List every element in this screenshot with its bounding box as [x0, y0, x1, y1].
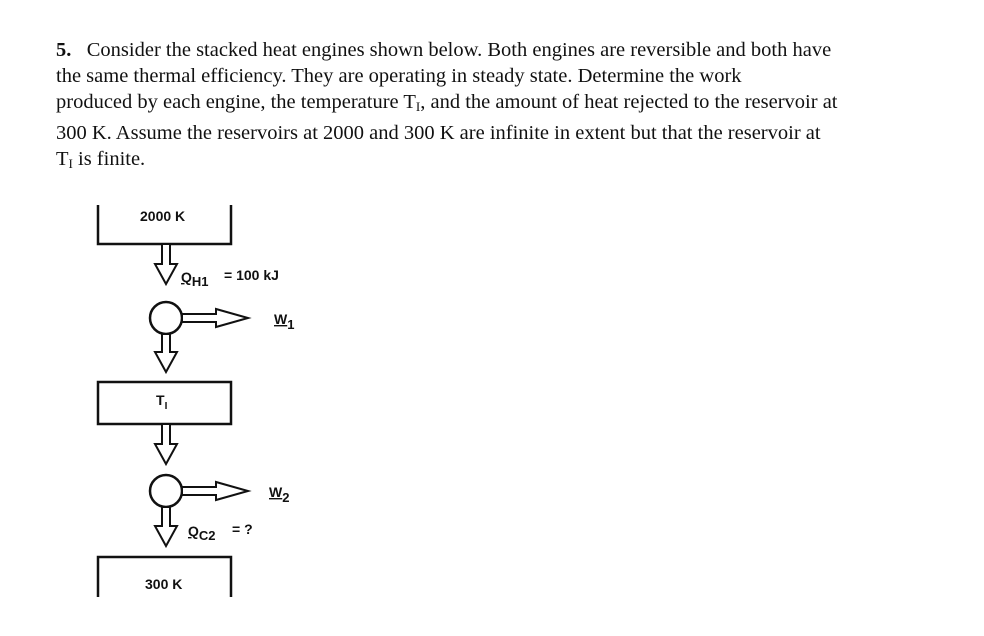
- problem-line-1: 5. Consider the stacked heat engines shown below. Both engines are reversible and both have: [56, 39, 832, 61]
- w1-label: W1: [274, 311, 295, 332]
- problem-line-4: 300 K. Assume the reservoirs at 2000 and 300 K are infinite in extent but that the reservoir at: [56, 122, 821, 144]
- qc2-arrow: [155, 507, 177, 546]
- engine-1: [150, 302, 182, 334]
- w2-arrow: [182, 482, 248, 500]
- w1-arrow: [182, 309, 248, 327]
- qc2-label: QC2: [188, 523, 216, 543]
- qc2-value: = ?: [232, 521, 253, 537]
- qh1-arrow: [155, 244, 177, 284]
- qh1-value: = 100 kJ: [224, 267, 279, 283]
- w2-label: W2: [269, 484, 290, 505]
- qc1-arrow: [155, 334, 177, 372]
- cold-reservoir-label: 300 K: [145, 576, 183, 592]
- engine-2: [150, 475, 182, 507]
- hot-reservoir-label: 2000 K: [140, 208, 186, 224]
- problem-line-3: produced by each engine, the temperature $T_I$, and the amount of heat rejected to the reservoir at: [56, 91, 838, 114]
- problem-line-2: the same thermal efficiency. They are operating in steady state. Determine the work: [56, 65, 742, 87]
- qh1-label: QH1: [181, 269, 209, 289]
- qh2-arrow: [155, 424, 177, 464]
- problem-number: 5.: [56, 39, 72, 61]
- intermediate-reservoir-label: $T_I$: [156, 392, 168, 412]
- problem-line-5: $T_I$ is finite.: [56, 148, 146, 171]
